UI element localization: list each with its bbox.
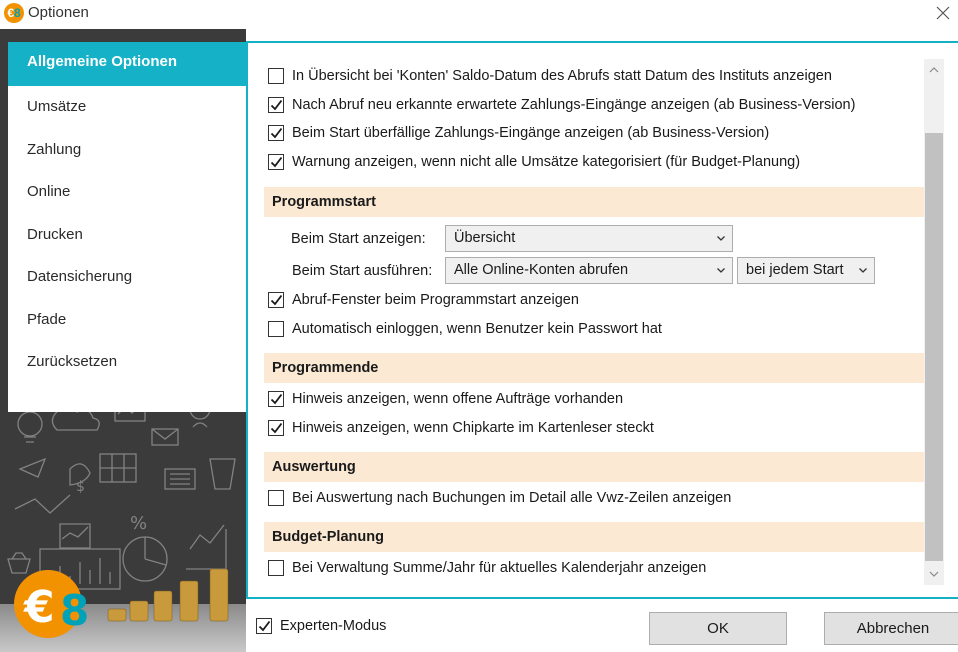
option-label: Bei Auswertung nach Buchungen im Detail alle Vwz-Zeilen anzeigen	[292, 490, 732, 506]
option-warnung-kategorisiert[interactable]	[268, 151, 800, 173]
svg-text:$: $	[76, 479, 85, 495]
start-run-label: Beim Start ausführen:	[292, 263, 433, 279]
checkbox[interactable]	[268, 125, 284, 141]
checkbox[interactable]	[268, 68, 284, 84]
option-vwz-zeilen[interactable]	[268, 487, 731, 509]
option-chipkarte[interactable]	[268, 417, 654, 439]
title-bar	[0, 0, 958, 28]
option-auto-login[interactable]	[268, 318, 662, 340]
option-saldo-datum[interactable]	[268, 65, 832, 87]
vertical-scrollbar[interactable]	[924, 59, 944, 585]
options-nav	[8, 42, 246, 412]
option-label: Abruf-Fenster beim Programmstart anzeigen	[292, 292, 579, 308]
close-button[interactable]	[928, 0, 958, 26]
nav-item-pfade[interactable]: Pfade	[27, 310, 67, 328]
chevron-down-icon	[929, 570, 939, 578]
options-content	[246, 41, 958, 599]
checkbox[interactable]	[268, 420, 284, 436]
option-label: Automatisch einloggen, wenn Benutzer kein Passwort hat	[292, 321, 662, 337]
svg-text:8: 8	[60, 586, 90, 635]
option-label: In Übersicht bei 'Konten' Saldo-Datum des Abrufs statt Datum des Instituts anzeigen	[292, 68, 832, 84]
start-show-select[interactable]	[445, 225, 733, 252]
nav-item-datensicherung[interactable]: Datensicherung	[27, 268, 133, 285]
option-erwartete-eingaenge[interactable]	[268, 94, 855, 116]
expert-mode-checkbox[interactable]	[256, 618, 272, 634]
chevron-down-icon	[858, 258, 868, 292]
nav-item-zuruecksetzen[interactable]: Zurücksetzen	[27, 353, 118, 370]
checkbox[interactable]	[268, 321, 284, 337]
select-value: bei jedem Start	[746, 262, 844, 278]
checkbox[interactable]	[268, 490, 284, 506]
app-logo-icon: €8	[4, 3, 24, 23]
svg-text:%: %	[130, 513, 148, 534]
checkbox[interactable]	[268, 292, 284, 308]
option-abruf-fenster[interactable]	[268, 289, 579, 311]
scroll-up-button[interactable]	[924, 59, 944, 81]
section-budget-planung: Budget-Planung	[264, 522, 924, 552]
nav-item-online[interactable]: Online	[27, 183, 71, 200]
select-value: Alle Online-Konten abrufen	[454, 262, 629, 278]
options-scroll-area	[264, 61, 924, 581]
close-icon	[936, 6, 950, 20]
checkbox[interactable]	[268, 154, 284, 170]
svg-text:€: €	[24, 582, 55, 633]
checkbox[interactable]	[268, 391, 284, 407]
option-label: Beim Start überfällige Zahlungs-Eingänge anzeigen (ab Business-Version)	[292, 125, 770, 141]
cancel-button[interactable]: Abbrechen	[824, 612, 958, 645]
scrollbar-thumb[interactable]	[925, 133, 943, 561]
ok-button[interactable]: OK	[649, 612, 787, 645]
nav-item-umsaetze[interactable]: Umsätze	[27, 98, 87, 115]
start-show-label: Beim Start anzeigen:	[291, 231, 426, 247]
option-summe-jahr[interactable]	[268, 557, 706, 579]
left-panel	[0, 29, 246, 652]
start-run-select[interactable]	[445, 257, 733, 284]
section-auswertung: Auswertung	[264, 452, 924, 482]
expert-mode-option[interactable]	[256, 618, 386, 634]
section-programmende: Programmende	[264, 353, 924, 383]
select-value: Übersicht	[454, 230, 516, 246]
option-label: Warnung anzeigen, wenn nicht alle Umsätze kategorisiert (für Budget-Planung)	[292, 154, 801, 170]
option-offene-auftraege[interactable]	[268, 388, 623, 410]
chevron-down-icon	[716, 226, 726, 260]
chevron-up-icon	[929, 66, 939, 74]
option-label: Hinweis anzeigen, wenn offene Aufträge vorhanden	[292, 391, 624, 407]
nav-item-zahlung[interactable]: Zahlung	[27, 140, 82, 158]
option-label: Nach Abruf neu erkannte erwartete Zahlungs-Eingänge anzeigen (ab Business-Version)	[292, 97, 856, 113]
checkbox[interactable]	[268, 560, 284, 576]
chevron-down-icon	[716, 258, 726, 292]
option-label: Bei Verwaltung Summe/Jahr für aktuelles Kalenderjahr anzeigen	[292, 560, 707, 576]
nav-item-allgemeine-optionen[interactable]: Allgemeine Optionen	[8, 42, 246, 86]
option-ueberfaellige-eingaenge[interactable]	[268, 122, 769, 144]
nav-item-drucken[interactable]: Drucken	[27, 225, 83, 243]
expert-mode-label: Experten-Modus	[280, 618, 387, 634]
option-label: Hinweis anzeigen, wenn Chipkarte im Kartenleser steckt	[292, 420, 654, 436]
window-title: Optionen	[28, 4, 89, 21]
section-programmstart: Programmstart	[264, 187, 924, 217]
start-frequency-select[interactable]	[737, 257, 875, 284]
checkbox[interactable]	[268, 97, 284, 113]
scroll-down-button[interactable]	[924, 563, 944, 585]
